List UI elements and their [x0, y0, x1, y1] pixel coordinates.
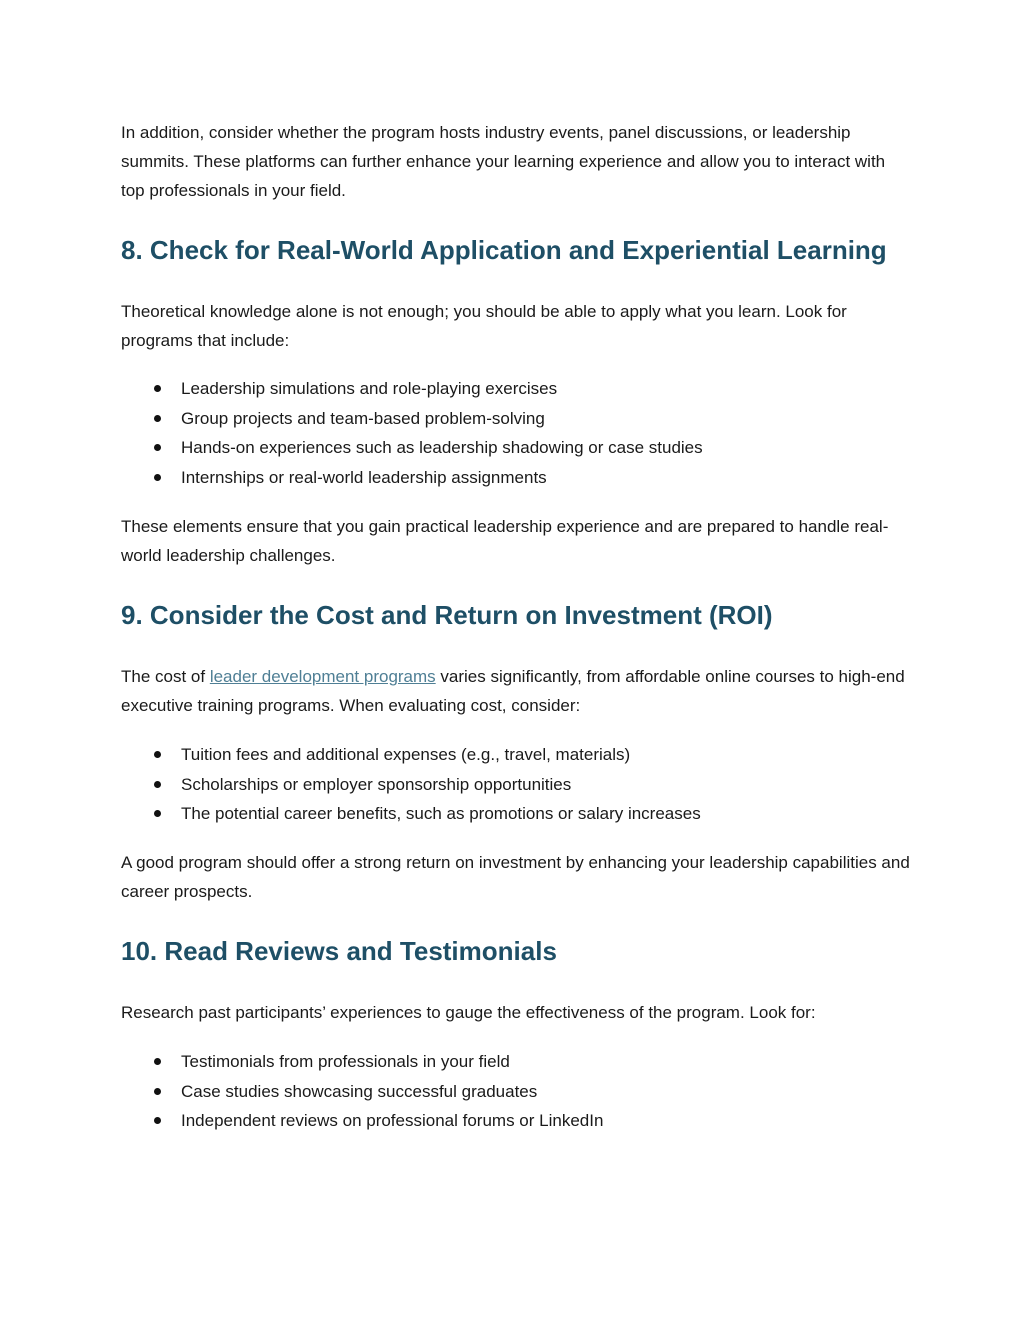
section-9-heading: 9. Consider the Cost and Return on Investment (ROI): [121, 600, 773, 630]
bullet-icon: [154, 1058, 161, 1065]
section-10-heading: 10. Read Reviews and Testimonials: [121, 936, 557, 966]
list-item: Internships or real-world leadership assignments: [121, 463, 911, 493]
section-9-list: [121, 740, 911, 829]
bullet-icon: [154, 751, 161, 758]
intro-paragraph: In addition, consider whether the program hosts industry events, panel discussions, or leadership summits. These platforms can further enhance your learning experience and allow you to interact with top professionals in your field.: [121, 123, 886, 200]
leader-development-programs-link[interactable]: leader development programs: [209, 667, 436, 686]
list-item: Independent reviews on professional forums or LinkedIn: [121, 1106, 911, 1136]
bullet-icon: [154, 444, 161, 451]
list-item: Scholarships or employer sponsorship opportunities: [121, 770, 911, 800]
section-10-lead: Research past participants’ experiences to gauge the effectiveness of the program. Look for:: [121, 1003, 816, 1022]
section-8-closing: These elements ensure that you gain practical leadership experience and are prepared to handle real-world leadership challenges.: [121, 517, 889, 565]
bullet-icon: [154, 810, 161, 817]
section-9-lead: The cost of leader development programs varies significantly, from affordable online courses to high-end executive training programs. When evaluating cost, consider:: [121, 667, 905, 715]
section-9-closing: A good program should offer a strong return on investment by enhancing your leadership capabilities and career prospects.: [121, 853, 910, 901]
bullet-icon: [154, 385, 161, 392]
bullet-icon: [154, 415, 161, 422]
section-10-list: [121, 1047, 911, 1136]
list-item: Testimonials from professionals in your field: [121, 1047, 911, 1077]
list-item: Leadership simulations and role-playing exercises: [121, 374, 911, 404]
list-item: The potential career benefits, such as promotions or salary increases: [121, 799, 911, 829]
section-8-heading: 8. Check for Real-World Application and Experiential Learning: [121, 235, 887, 265]
list-item: Tuition fees and additional expenses (e.g., travel, materials): [121, 740, 911, 770]
list-item: Case studies showcasing successful graduates: [121, 1077, 911, 1107]
bullet-icon: [154, 474, 161, 481]
bullet-icon: [154, 1088, 161, 1095]
list-item: Hands-on experiences such as leadership shadowing or case studies: [121, 433, 911, 463]
list-item: Group projects and team-based problem-solving: [121, 404, 911, 434]
bullet-icon: [154, 1117, 161, 1124]
section-8-list: [121, 374, 911, 492]
section-8-lead: Theoretical knowledge alone is not enough; you should be able to apply what you learn. Look for programs that include:: [121, 302, 847, 350]
bullet-icon: [154, 781, 161, 788]
